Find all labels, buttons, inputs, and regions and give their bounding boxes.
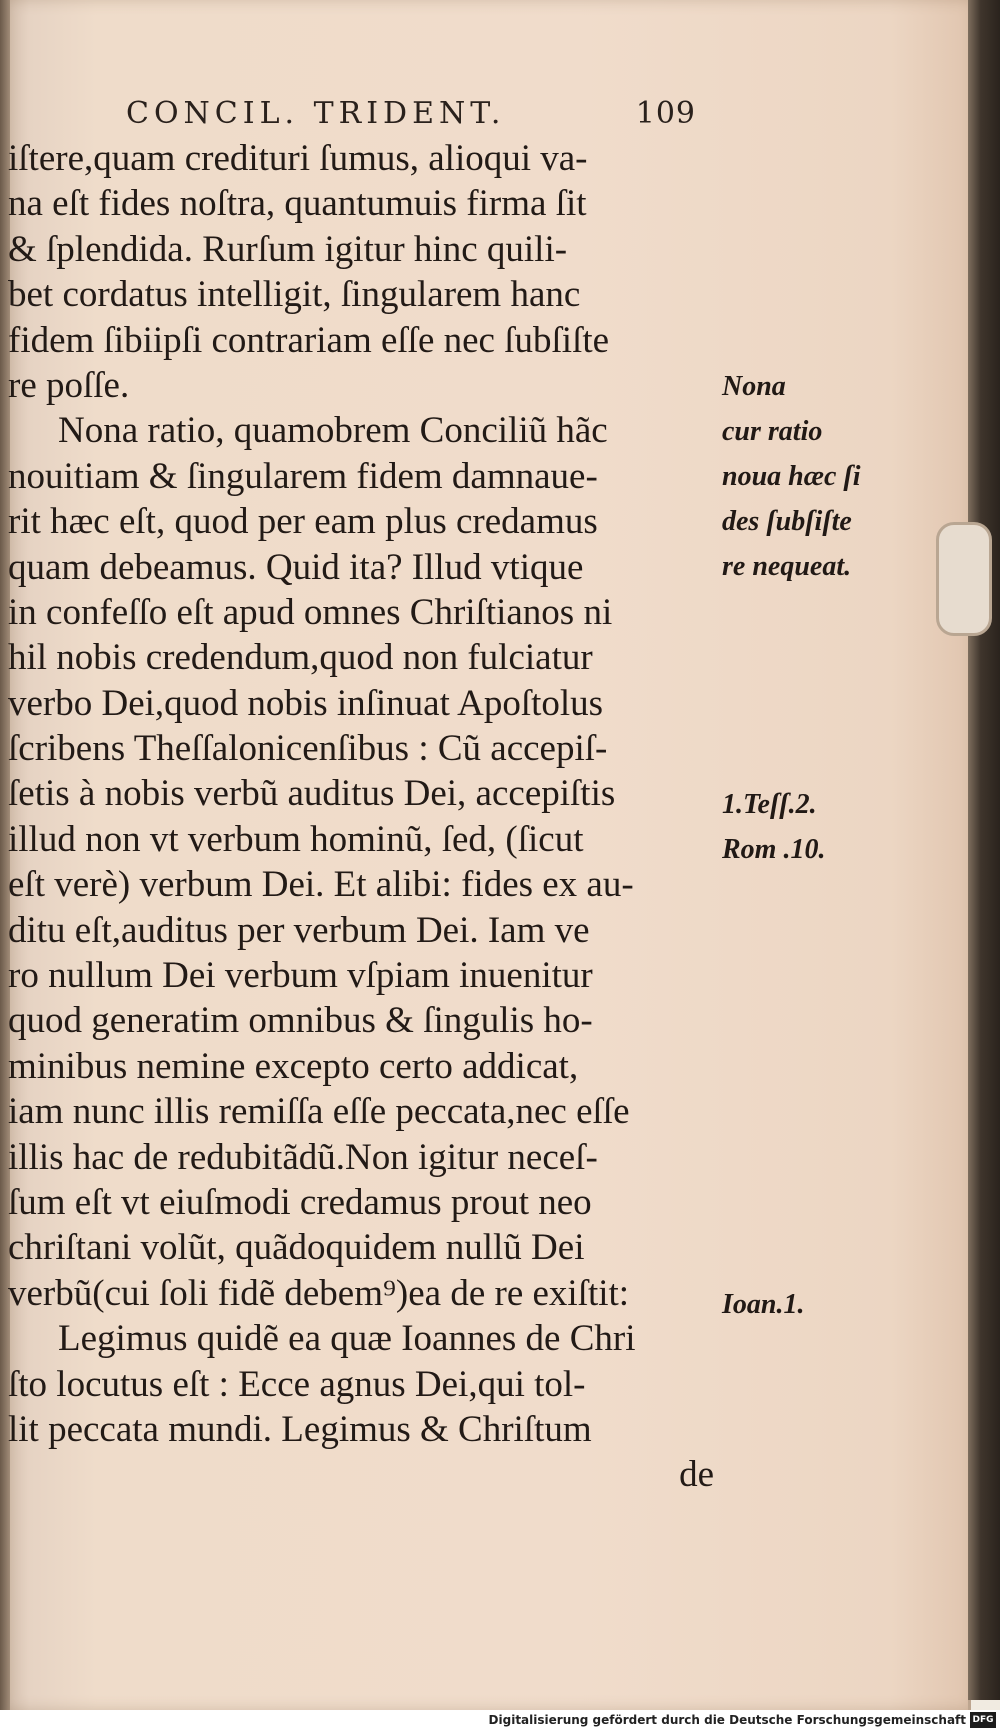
text-line: re poſſe. [8,364,130,406]
text-line: verbo Dei,quod nobis inſinuat Apoſtolus [8,682,604,724]
text-line: iam nunc illis remiſſa eſſe peccata,nec eſſe [8,1091,630,1133]
body-text [8,136,722,1498]
text-line: hil nobis credendum,quod non fulciatur [8,637,593,679]
text-line: in confeſſo eſt apud omnes Chriſtianos ni [8,591,613,633]
dfg-logo: DFG [970,1712,996,1728]
text-line: bet cordatus intelligit, ſingularem hanc [8,274,581,316]
text-line: minibus nemine excepto certo addicat, [8,1045,579,1087]
text-line: ſto locutus eſt : Ecce agnus Dei,qui tol- [8,1363,586,1405]
margin-note-line: noua hæc ſi [722,461,861,492]
margin-note-ioan [722,1282,912,1327]
text-line: ro nullum Dei verbum vſpiam inuenitur [8,955,593,997]
text-line: eſt verè) verbum Dei. Et alibi: fides ex au- [8,864,634,906]
text-line: ſcribens Theſſalonicenſibus : Cũ accepiſ- [8,728,608,770]
text-line: ditu eſt,auditus per verbum Dei. Iam ve [8,909,590,951]
margin-note-line: Nona [722,371,786,402]
text-line: illis hac de redubitãdũ.Non igitur neceſ- [8,1136,598,1178]
margin-note-line: Ioan.1. [722,1289,805,1320]
text-line: illud non vt verbum hominũ, ſed, (ſicut [8,818,584,860]
running-head [126,96,696,136]
text-line: ſum eſt vt eiuſmodi credamus prout neo [8,1181,592,1223]
text-line: nouitiam & ſingularem fidem damnaue- [8,455,598,497]
text-line: lit peccata mundi. Legimus & Chriſtum [8,1408,592,1450]
clasp-mark [936,522,992,636]
digitization-credit: Digitalisierung gefördert durch die Deutsche Forschungsgemeinschaft [488,1713,966,1727]
margin-note-line: 1.Teſſ.2. [722,789,817,820]
text-line: quod generatim omnibus & ſingulis ho- [8,1000,593,1042]
text-line: fidem ſibiipſi contrariam eſſe nec ſubſiſte [8,319,610,361]
text-line: iſtere,quam credituri ſumus, alioqui va- [8,138,588,179]
text-line: rit hæc eſt, quod per eam plus credamus [8,501,598,543]
text-line: ſetis à nobis verbũ auditus Dei, accepiſtis [8,773,616,815]
page-number: 109 [635,96,696,131]
running-head-title: CONCIL. TRIDENT. [126,96,506,131]
margin-note-line: des ſubſiſte [722,506,852,537]
text-line: quam debeamus. Quid ita? Illud vtique [8,546,584,588]
margin-note-line: cur ratio [722,416,823,447]
text-line: verbũ(cui ſoli fidẽ debem⁹)ea de re exiſtit: [8,1272,630,1314]
margin-note-references [722,782,912,872]
margin-note-line: re nequeat. [722,551,852,582]
catchword: de [679,1454,714,1496]
book-edge [968,0,1000,1700]
text-line: chriſtani volũt, quãdoquidem nullũ Dei [8,1227,585,1269]
text-line: & ſplendida. Rurſum igitur hinc quili- [8,228,568,270]
text-line: Legimus quidẽ ea quæ Ioannes de Chri [58,1318,636,1360]
text-line: na eſt fides noſtra, quantumuis firma ſit [8,183,587,225]
margin-note-nona [722,364,912,589]
margin-note-line: Rom .10. [722,834,826,865]
text-line: Nona ratio, quamobrem Conciliũ hãc [58,410,608,452]
